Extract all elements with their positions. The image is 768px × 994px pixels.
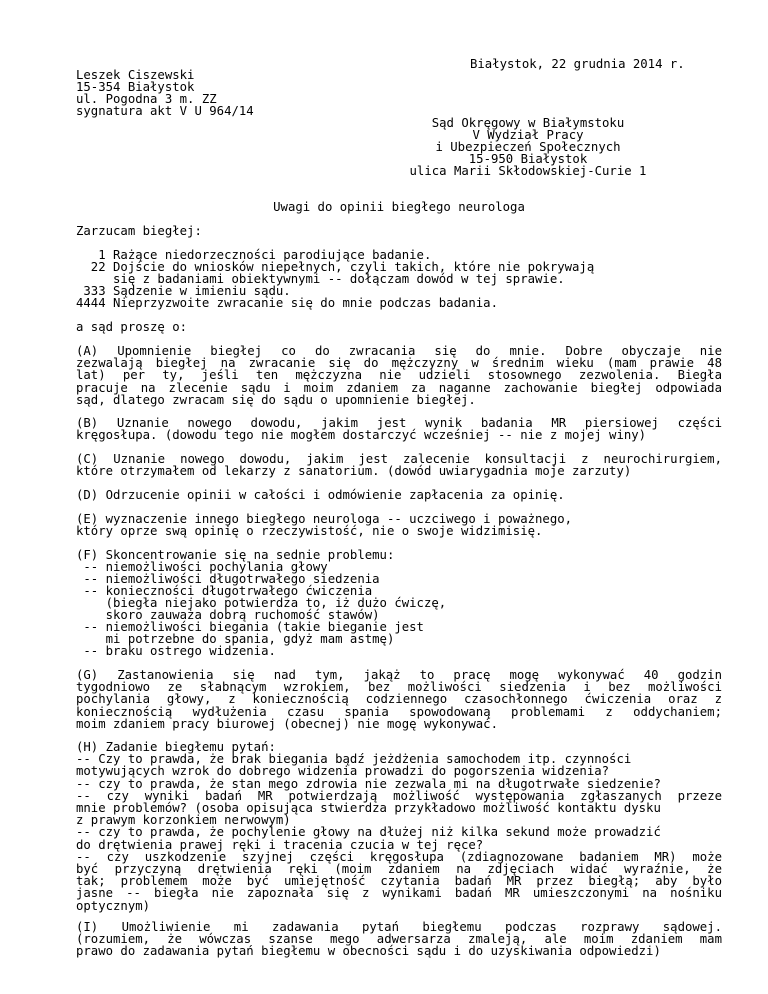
paragraph-line: -- czy to prawda, że pochylenie głowy na dłużej niż kilka sekund może prowadzić (76, 825, 661, 840)
paragraph-f-line: -- braku ostrego widzenia. (76, 644, 276, 658)
paragraph-c (76, 453, 722, 477)
paragraph-line: jasne -- biegła nie zapoznała się z wynikami badań MR umieszczonymi na nośniku (76, 886, 722, 901)
paragraph-line: zezwalają biegłej na zwracanie się do mężczyzny w średnim wieku (mam prawie 48 (76, 356, 722, 371)
document-title: Uwagi do opinii biegłego neurologa (273, 200, 525, 214)
paragraph-line: motywujących wzrok do dobrego widzenia prowadzi do pogorszenia widzenia? (76, 764, 610, 779)
paragraph-line: -- czy wyniki badań MR potwierdzają możliwość występowania zgłaszanych przeze (76, 788, 722, 803)
paragraph-line: moim zdaniem pracy biurowej (obecnej) nie mogę wykonywać. (76, 716, 498, 731)
complaint-item: 1 Rażące niedorzeczności parodiujące badanie. (76, 248, 432, 262)
paragraph-i (76, 921, 722, 958)
paragraph-f-line: skoro zauważa dobrą ruchomość stawów) (76, 608, 380, 622)
complaint-item: 4444 Nieprzyzwoite zwracanie się do mnie podczas badania. (76, 296, 498, 310)
paragraph-line: tak; problemem może być umiejętność czytania badań MR przez biegłą; aby było (76, 874, 722, 889)
paragraph-line: sąd, dlatego zwracam się do sądu o upomnienie biegłej. (76, 392, 476, 407)
recipient-postal: 15-950 Białystok (468, 152, 588, 166)
paragraph-line: pracuje na zlecenie sądu i moim zdaniem za naganne zachowanie biegłej odpowiada (76, 380, 722, 395)
paragraph-line: być przyczyną drętwienia ręki (moim zdaniem na zdjęciach widać wyraźnie, że (76, 862, 722, 877)
paragraph-line: do drętwienia prawej ręki i tracenia czucia w tej ręce? (76, 837, 484, 852)
paragraph-line: lat) per ty, jeśli ten mężczyzna nie udzieli stosownego zezwolenia. Biegła (76, 368, 722, 383)
paragraph-line: (I) Umożliwienie mi zadawania pytań biegłemu podczas rozprawy sądowej. (76, 920, 722, 934)
paragraph-line: prawo do zadawania pytań biegłemu w obecności sądu i do uzyskiwania odpowiedzi) (76, 944, 661, 959)
paragraph-line: (G) Zastanowienia się nad tym, jakąż to pracę mogę wykonywać 40 godzin (76, 668, 722, 682)
paragraph-f-line: (biegła niejako potwierdza to, iż dużo ćwiczę, (76, 596, 447, 610)
complaint-item: 22 Dojście do wniosków niepełnych, czyli takich, które nie pokrywają (76, 260, 595, 274)
complaint-item: 333 Sądzenie w imieniu sądu. (76, 284, 291, 298)
paragraph-line: koniecznością wydłużenia czasu spania spowodowaną problemami z oddychaniem; (76, 704, 722, 719)
sender-street: ul. Pogodna 3 m. ZZ (76, 92, 217, 106)
paragraph-f-line: -- niemożliwości pochylania głowy (76, 560, 328, 574)
paragraph-line: mnie problemów? (osoba opisująca stwierdza przykładowo możliwość kontaktu dysku (76, 801, 661, 816)
complaint-item: się z badaniami obiektywnymi -- dołączam dowód w tej sprawie. (76, 272, 565, 286)
paragraph-line: (H) Zadanie biegłemu pytań: (76, 740, 276, 754)
case-number: sygnatura akt V U 964/14 (76, 104, 254, 118)
paragraph-h (76, 741, 722, 912)
date-line: Białystok, 22 grudnia 2014 r. (470, 57, 685, 71)
recipient-division-2: i Ubezpieczeń Społecznych (435, 140, 621, 154)
recipient-division: V Wydział Pracy (472, 128, 584, 142)
recipient-street: ulica Marii Skłodowskiej-Curie 1 (409, 164, 647, 178)
paragraph-line: -- czy uszkodzenie szyjnej części kręgosłupa (zdiagnozowane badaniem MR) może (76, 849, 722, 864)
paragraph-line: optycznym) (76, 898, 151, 913)
paragraph-f-line: -- niemożliwości biegania (takie bieganie jest (76, 620, 424, 634)
paragraph-line: pochylania głowy, z koniecznością codziennego czasochłonnego ćwiczenia oraz z (76, 692, 722, 707)
paragraph-f-line: -- niemożliwości długotrwałego siedzenia (76, 572, 380, 586)
paragraph-line: które otrzymałem od lekarzy z sanatorium. (dowód uwiarygadnia moje zarzuty) (76, 464, 632, 479)
paragraph-f-line: -- konieczności długotrwałego ćwiczenia (76, 584, 373, 598)
paragraph-line: z prawym korzonkiem nerwowym) (76, 813, 291, 828)
paragraph-line: (A) Upomnienie biegłej co do zwracania się do mnie. Dobre obyczaje nie (76, 344, 722, 358)
paragraph-line: (C) Uznanie nowego dowodu, jakim jest zalecenie konsultacji z neurochirurgiem, (76, 452, 722, 466)
paragraph-g (76, 669, 722, 730)
request-intro: a sąd proszę o: (76, 320, 188, 334)
sender-name: Leszek Ciszewski (76, 68, 195, 82)
paragraph-line: (rozumiem, że wówczas szanse mego adwersarza zmaleją, ale moim zdaniem mam (76, 932, 722, 947)
paragraph-a (76, 345, 722, 406)
paragraph-line: -- Czy to prawda, że brak biegania bądź jeżdżenia samochodem itp. czynności (76, 752, 632, 767)
paragraph-f-line: mi potrzebne do spania, gdyż mam astmę) (76, 632, 395, 646)
recipient-court: Sąd Okręgowy w Białymstoku (431, 116, 625, 130)
sender-postal: 15-354 Białystok (76, 80, 195, 94)
paragraph-e-line: który oprze swą opinię o rzeczywistość, nie o swoje widzimisię. (76, 524, 543, 538)
paragraph-line: (B) Uznanie nowego dowodu, jakim jest wynik badania MR piersiowej części (76, 416, 722, 430)
paragraph-d: (D) Odrzucenie opinii w całości i odmówienie zapłacenia za opinię. (76, 488, 565, 502)
paragraph-e-line: (E) wyznaczenie innego biegłego neurologa -- uczciwego i poważnego, (76, 512, 573, 526)
paragraph-line: tygodniowo ze słabnącym wzrokiem, bez możliwości siedzenia i bez możliwości (76, 680, 722, 695)
paragraph-b (76, 417, 722, 441)
intro-line: Zarzucam biegłej: (76, 224, 202, 238)
paragraph-line: kręgosłupa. (dowodu tego nie mogłem dostarczyć wcześniej -- nie z mojej winy) (76, 428, 647, 443)
paragraph-f-line: (F) Skoncentrowanie się na sednie problemu: (76, 548, 395, 562)
paragraph-line: -- czy to prawda, że stan mego zdrowia nie zezwala mi na długotrwałe siedzenie? (76, 776, 661, 791)
